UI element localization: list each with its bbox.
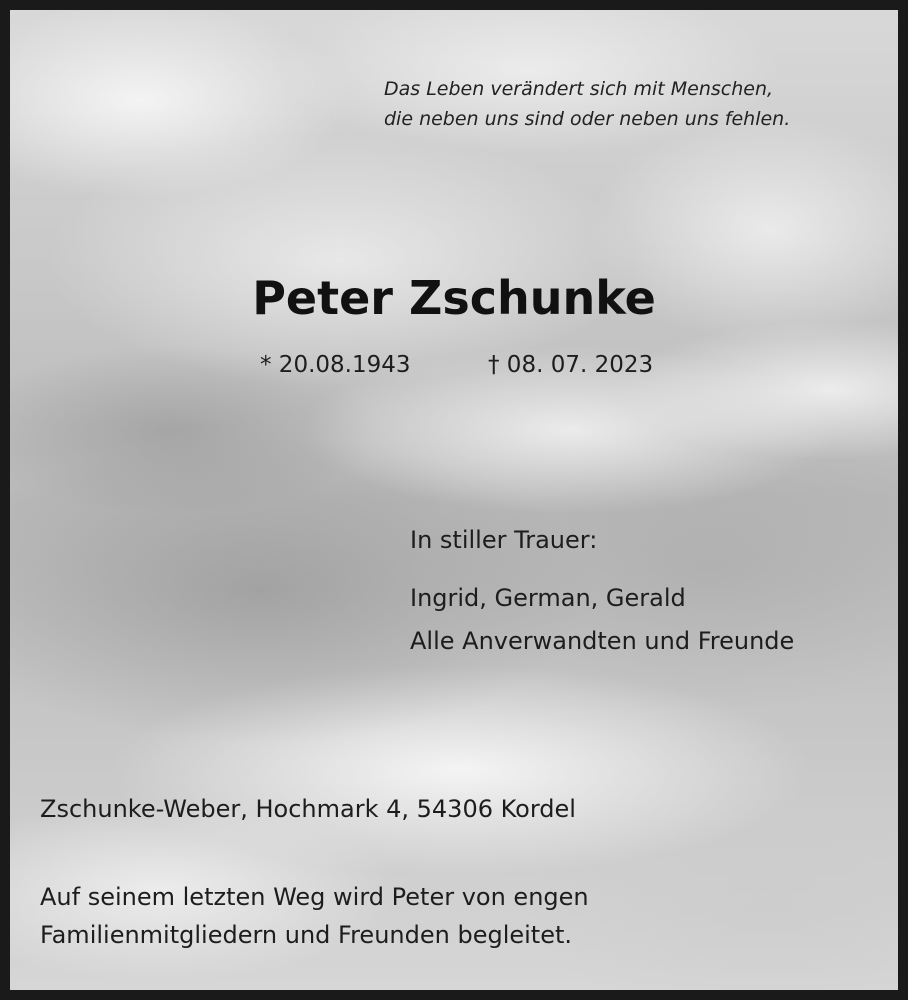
mourners-line-2: Alle Anverwandten und Freunde (410, 627, 795, 655)
contact-address: Zschunke-Weber, Hochmark 4, 54306 Kordel (40, 795, 576, 823)
mourning-heading: In stiller Trauer: (410, 526, 598, 554)
closing-line-2: Familienmitgliedern und Freunden begleitet. (40, 921, 573, 949)
mourners-list (410, 577, 794, 663)
mourners-line-1: Ingrid, German, Gerald (410, 584, 686, 612)
birth-date: * 20.08.1943 (260, 352, 411, 378)
motto-quote (384, 74, 864, 134)
deceased-name: Peter Zschunke (252, 271, 656, 325)
closing-note (40, 878, 589, 954)
death-date: † 08. 07. 2023 (488, 352, 654, 378)
motto-line-1: Das Leben verändert sich mit Menschen, (384, 78, 774, 100)
closing-line-1: Auf seinem letzten Weg wird Peter von engen (40, 883, 589, 911)
motto-line-2: die neben uns sind oder neben uns fehlen. (384, 108, 791, 130)
